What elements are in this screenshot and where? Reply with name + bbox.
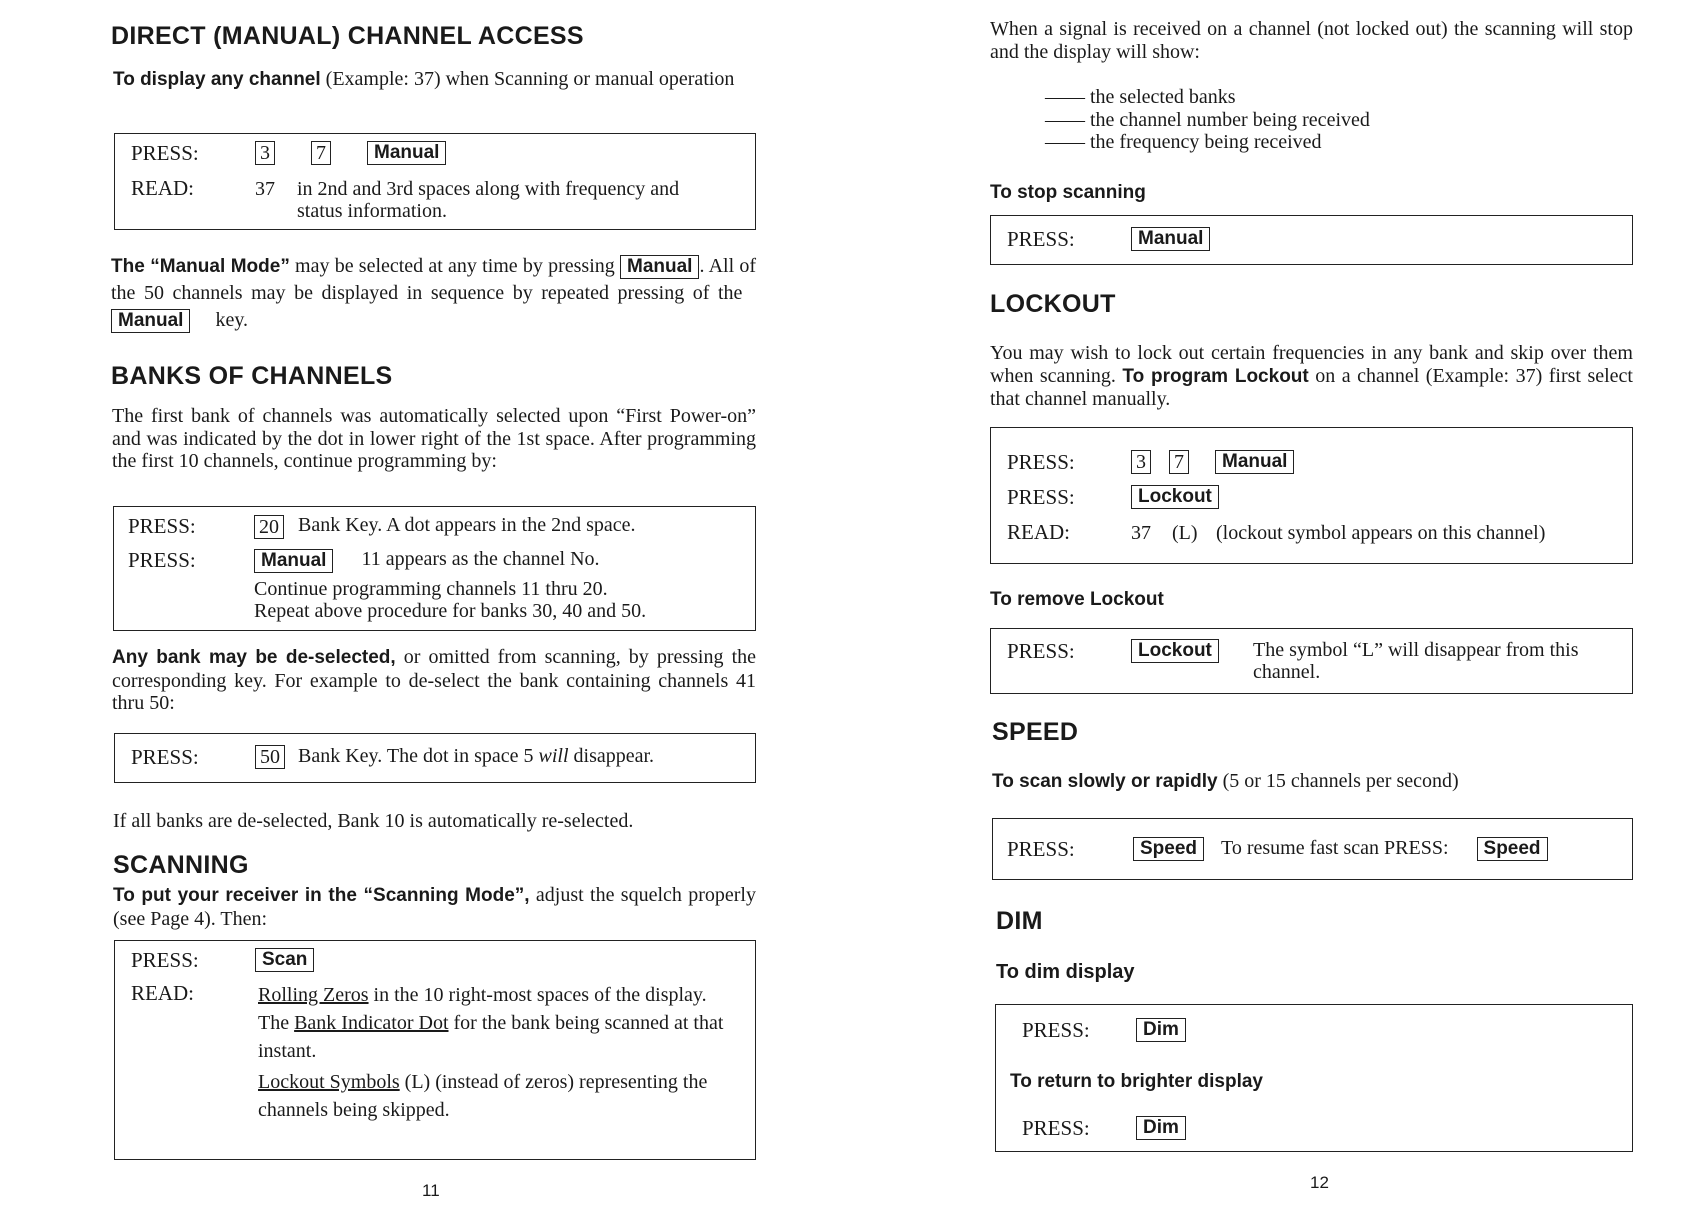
bank-20-row — [254, 514, 636, 539]
lockout-box — [990, 427, 1633, 564]
press-label: PRESS: — [128, 548, 196, 572]
key-manual[interactable]: Manual — [254, 549, 333, 573]
speed-intro-bold: To scan slowly or rapidly — [992, 771, 1218, 792]
lockout-intro-bold: To program Lockout — [1122, 365, 1309, 387]
manual-row-text: 11 appears as the channel No. — [361, 548, 600, 570]
bank-50-text: Bank Key. The dot in space 5 — [298, 745, 539, 767]
read-label: READ: — [131, 176, 194, 200]
speed-intro-rest: (5 or 15 channels per second) — [1217, 770, 1459, 792]
manual-row — [254, 548, 600, 573]
key-manual[interactable]: Manual — [1215, 450, 1294, 474]
read-value: 37 — [1131, 522, 1151, 544]
remove-lockout-heading: To remove Lockout — [990, 589, 1164, 610]
signal-intro: When a signal is received on a channel (not locked out) the scanning will stop and the display will show: — [990, 18, 1633, 63]
bank-20-text: Bank Key. A dot appears in the 2nd space. — [298, 514, 636, 536]
stop-key-wrap — [1131, 227, 1210, 251]
deselect-rest: or omitted from scanning, by pressing the corresponding key. For example to de-select the bank containing channels 41 thru 50: — [112, 646, 756, 714]
key-dim[interactable]: Dim — [1136, 1018, 1186, 1042]
bank-50-row — [255, 745, 654, 769]
scanning-read-text — [258, 981, 728, 1124]
remove-key-wrap — [1131, 639, 1219, 663]
remove-lockout-text: The symbol “L” will disappear from this channel. — [1253, 639, 1579, 683]
key-speed-resume[interactable]: Speed — [1477, 837, 1548, 861]
press-label: PRESS: — [1007, 227, 1075, 251]
all-deselected-note: If all banks are de-selected, Bank 10 is automatically re-selected. — [113, 810, 634, 832]
manual-mode-text: may be selected at any time by pressing — [289, 255, 615, 277]
press-label: PRESS: — [1022, 1018, 1090, 1042]
key-dim-2[interactable]: Dim — [1136, 1116, 1186, 1140]
rolling-zeros-desc: in the 10 right-most spaces of the display. — [368, 984, 707, 1006]
key-sequence — [255, 141, 446, 165]
dim-key-wrap — [1136, 1018, 1186, 1042]
key-3[interactable]: 3 — [1131, 450, 1151, 474]
stop-scanning-heading: To stop scanning — [990, 182, 1146, 203]
key-3[interactable]: 3 — [255, 141, 275, 165]
lockout-symbols-desc: (L) (instead of zeros) representing the channels being skipped. — [258, 1071, 708, 1121]
read-label: READ: — [131, 981, 194, 1005]
lockout-read-text: (lockout symbol appears on this channel) — [1216, 522, 1546, 544]
press-label: PRESS: — [1022, 1116, 1090, 1140]
key-scan[interactable]: Scan — [255, 948, 314, 972]
dim-subheading: To dim display — [996, 961, 1135, 983]
lockout-intro-pre: You may wish to lock out certain frequencies in any bank and skip over them when scanning. — [990, 342, 1633, 387]
deselect-bold: Any bank may be de-selected, — [112, 647, 396, 668]
rolling-zeros-item — [258, 981, 728, 1009]
banks-intro: The first bank of channels was automatically selected upon “First Power-on” and was indicated by the dot in lower right of the 1st space. After programming the first 10 channels, continue programming by: — [112, 405, 756, 472]
direct-access-box — [114, 133, 756, 230]
key-manual-inline-2[interactable]: Manual — [111, 309, 190, 333]
direct-access-intro-rest: (Example: 37) when Scanning or manual operation — [320, 68, 735, 90]
manual-mode-paragraph — [111, 253, 756, 334]
key-bank-20[interactable]: 20 — [254, 515, 284, 539]
press-label: PRESS: — [1007, 485, 1075, 509]
press-label: PRESS: — [1007, 639, 1075, 663]
press-label: PRESS: — [1007, 837, 1075, 861]
key-bank-50[interactable]: 50 — [255, 745, 285, 769]
press-label: PRESS: — [131, 948, 199, 972]
banks-box — [113, 506, 756, 631]
lockout-symbols-item — [258, 1068, 728, 1124]
key-lockout[interactable]: Lockout — [1131, 639, 1219, 663]
signal-item: —— the frequency being received — [1045, 131, 1322, 153]
repeat-text: Repeat above procedure for banks 30, 40 and 50. — [254, 600, 647, 622]
speed-intro — [992, 770, 1633, 794]
press-label: PRESS: — [1007, 450, 1075, 474]
lockout-key-sequence — [1131, 450, 1294, 474]
read-text: in 2nd and 3rd spaces along with frequency and status information. — [297, 178, 680, 222]
press-label: PRESS: — [131, 745, 199, 769]
bank-50-text-em: will — [538, 745, 569, 767]
manual-mode-key-word: key. — [215, 309, 249, 331]
stop-scanning-box — [990, 215, 1633, 265]
lockout-key-wrap — [1131, 485, 1219, 509]
key-speed[interactable]: Speed — [1133, 837, 1204, 861]
press-label: PRESS: — [131, 141, 199, 165]
bank-dot-term: Bank Indicator Dot — [294, 1012, 449, 1034]
deselect-box — [114, 733, 756, 783]
direct-access-intro — [113, 68, 756, 92]
rolling-zeros-term: Rolling Zeros — [258, 984, 369, 1006]
deselect-paragraph — [112, 646, 756, 715]
speed-heading: SPEED — [992, 718, 1079, 746]
scanning-intro-bold: To put your receiver in the “Scanning Mode”, — [113, 885, 530, 906]
continue-text: Continue programming channels 11 thru 20. — [254, 578, 608, 600]
lockout-symbol: (L) — [1172, 522, 1198, 544]
scanning-box — [114, 940, 756, 1160]
resume-fast-scan-text: To resume fast scan PRESS: — [1221, 837, 1449, 859]
scanning-intro-rest: adjust the squelch properly (see Page 4). Then: — [113, 884, 756, 930]
remove-lockout-box — [990, 628, 1633, 694]
dim-heading: DIM — [996, 907, 1043, 935]
signal-item: —— the selected banks — [1045, 86, 1236, 108]
read-label: READ: — [1007, 520, 1070, 544]
manual-mode-bold: The “Manual Mode” — [111, 256, 290, 277]
key-manual[interactable]: Manual — [1131, 227, 1210, 251]
bank-50-text-end: disappear. — [568, 745, 655, 767]
direct-access-heading: DIRECT (MANUAL) CHANNEL ACCESS — [111, 22, 584, 50]
key-manual-inline[interactable]: Manual — [620, 255, 699, 279]
key-7[interactable]: 7 — [1169, 450, 1189, 474]
signal-item: —— the channel number being received — [1045, 108, 1370, 131]
page-number: 11 — [422, 1181, 440, 1200]
bank-dot-desc: for the bank being scanned at that instant. — [258, 1012, 724, 1062]
dim-box — [995, 1004, 1633, 1152]
speed-box — [992, 818, 1633, 880]
scanning-intro — [113, 884, 756, 930]
key-7[interactable]: 7 — [311, 141, 331, 165]
manual-mode-text-2: . All of the 50 channels may be displayed in sequence by repeated pressing of the — [111, 255, 756, 304]
page-number: 12 — [1310, 1173, 1329, 1192]
lockout-intro — [990, 342, 1633, 411]
press-label: PRESS: — [128, 514, 196, 538]
return-brighter-text: To return to brighter display — [1010, 1071, 1263, 1092]
direct-access-intro-bold: To display any channel — [113, 69, 321, 90]
scan-key-wrap — [255, 948, 314, 972]
lockout-intro-post: on a channel (Example: 37) first select that channel manually. — [990, 364, 1633, 410]
key-lockout[interactable]: Lockout — [1131, 485, 1219, 509]
lockout-heading: LOCKOUT — [990, 290, 1116, 318]
signal-list — [1045, 86, 1370, 154]
banks-heading: BANKS OF CHANNELS — [111, 362, 393, 390]
bank-dot-prefix: The — [258, 1012, 295, 1034]
read-value: 37 — [255, 178, 275, 200]
key-manual[interactable]: Manual — [367, 141, 446, 165]
lockout-symbols-term: Lockout Symbols — [258, 1071, 400, 1093]
scanning-heading: SCANNING — [113, 851, 249, 879]
dim-key-wrap-2 — [1136, 1116, 1186, 1140]
bank-dot-item — [258, 1009, 728, 1065]
speed-row — [1133, 837, 1548, 861]
